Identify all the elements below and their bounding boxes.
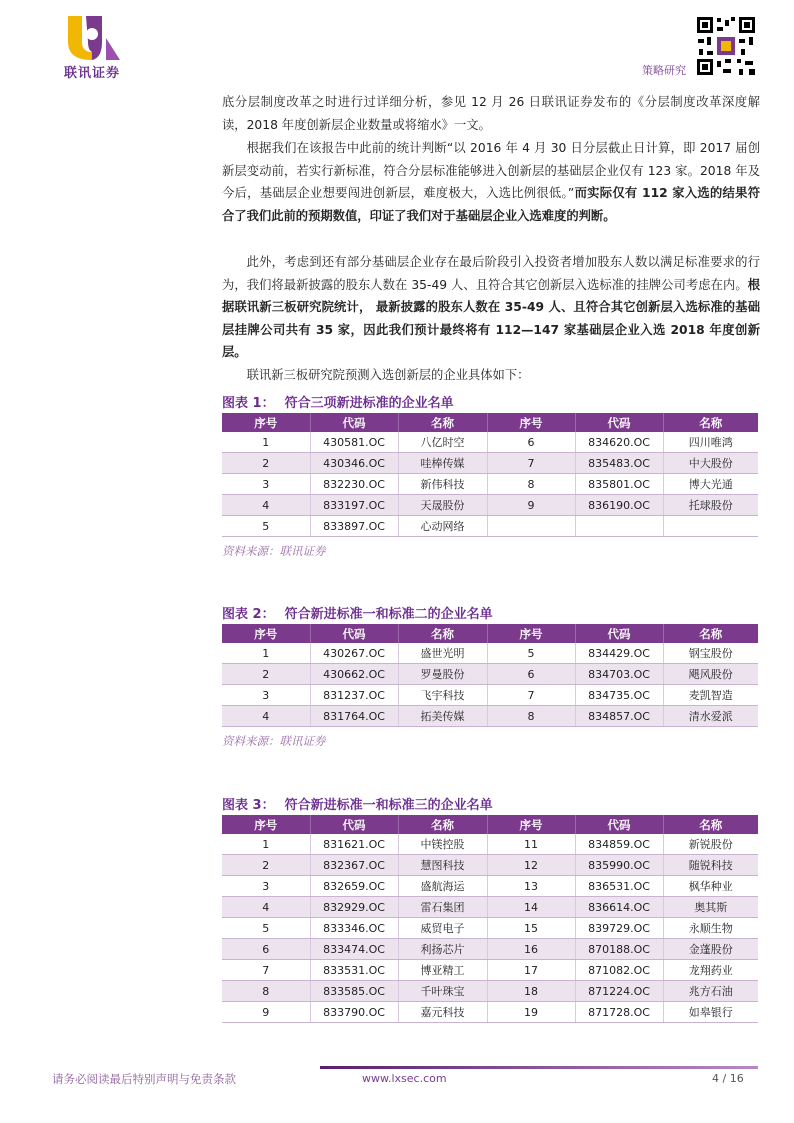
table-row bbox=[222, 706, 758, 727]
index-cell: 8 bbox=[222, 981, 310, 1002]
stock-code-cell: 430581.OC bbox=[310, 432, 398, 453]
company-name-cell: 四川唯鸿 bbox=[663, 432, 758, 453]
table-row bbox=[222, 939, 758, 960]
column-header: 代码 bbox=[310, 413, 398, 432]
table-row bbox=[222, 495, 758, 516]
stock-code-cell: 832367.OC bbox=[310, 855, 398, 876]
stock-code-cell: 836190.OC bbox=[575, 495, 663, 516]
stock-code-cell: 430662.OC bbox=[310, 664, 398, 685]
column-header: 名称 bbox=[398, 624, 487, 643]
index-cell: 4 bbox=[222, 706, 310, 727]
table-row bbox=[222, 876, 758, 897]
table-row bbox=[222, 432, 758, 453]
company-name-cell: 博大光通 bbox=[663, 474, 758, 495]
index-cell: 5 bbox=[487, 643, 575, 664]
footer-url[interactable]: www.lxsec.com bbox=[362, 1072, 447, 1085]
stock-code-cell: 871728.OC bbox=[575, 1002, 663, 1023]
company-name-cell bbox=[663, 516, 758, 537]
company-name-cell: 哇棒传媒 bbox=[398, 453, 487, 474]
paragraph-1: 底分层制度改革之时进行过详细分析，参见 12 月 26 日联讯证券发布的《分层制度改革深度解读，2018 年度创新层企业数量或将缩水》一文。 bbox=[222, 95, 760, 132]
column-header: 序号 bbox=[487, 413, 575, 432]
qr-code-icon bbox=[695, 15, 757, 77]
index-cell: 8 bbox=[487, 706, 575, 727]
stock-code-cell: 839729.OC bbox=[575, 918, 663, 939]
index-cell bbox=[487, 516, 575, 537]
index-cell: 6 bbox=[222, 939, 310, 960]
index-cell: 7 bbox=[222, 960, 310, 981]
table-header-row bbox=[222, 815, 758, 834]
table-row bbox=[222, 643, 758, 664]
stock-code-cell: 835483.OC bbox=[575, 453, 663, 474]
company-name-cell: 八亿时空 bbox=[398, 432, 487, 453]
column-header: 代码 bbox=[575, 624, 663, 643]
stock-code-cell: 831764.OC bbox=[310, 706, 398, 727]
index-cell: 16 bbox=[487, 939, 575, 960]
table-row bbox=[222, 685, 758, 706]
index-cell: 9 bbox=[487, 495, 575, 516]
company-name-cell: 新锐股份 bbox=[663, 834, 758, 855]
stock-code-cell: 833346.OC bbox=[310, 918, 398, 939]
index-cell: 4 bbox=[222, 897, 310, 918]
index-cell: 2 bbox=[222, 453, 310, 474]
company-name-cell: 心动网络 bbox=[398, 516, 487, 537]
index-cell: 3 bbox=[222, 474, 310, 495]
company-name-cell: 如皋银行 bbox=[663, 1002, 758, 1023]
company-name-cell: 慧图科技 bbox=[398, 855, 487, 876]
footer-divider bbox=[320, 1066, 758, 1069]
index-cell: 12 bbox=[487, 855, 575, 876]
stock-code-cell: 834703.OC bbox=[575, 664, 663, 685]
company-name-cell: 龙翔药业 bbox=[663, 960, 758, 981]
table-row bbox=[222, 1002, 758, 1023]
index-cell: 8 bbox=[487, 474, 575, 495]
column-header: 代码 bbox=[310, 815, 398, 834]
footer-disclaimer: 请务必阅读最后特别声明与免责条款 bbox=[52, 1072, 236, 1086]
stock-code-cell: 871224.OC bbox=[575, 981, 663, 1002]
column-header: 序号 bbox=[487, 624, 575, 643]
company-name-cell: 清水爱派 bbox=[663, 706, 758, 727]
table-header-row bbox=[222, 624, 758, 643]
company-name-cell: 钢宝股份 bbox=[663, 643, 758, 664]
index-cell: 17 bbox=[487, 960, 575, 981]
stock-code-cell: 833474.OC bbox=[310, 939, 398, 960]
page-number: 4 / 16 bbox=[712, 1072, 744, 1085]
table-row bbox=[222, 516, 758, 537]
index-cell: 2 bbox=[222, 664, 310, 685]
table-row bbox=[222, 918, 758, 939]
figure-3-label: 图表 3： bbox=[222, 798, 275, 813]
stock-code-cell: 832659.OC bbox=[310, 876, 398, 897]
logo-text: 联讯证券 bbox=[63, 66, 120, 81]
column-header: 序号 bbox=[222, 413, 310, 432]
column-header: 代码 bbox=[575, 413, 663, 432]
company-name-cell: 枫华种业 bbox=[663, 876, 758, 897]
figure-3-title bbox=[222, 794, 493, 813]
stock-code-cell: 832929.OC bbox=[310, 897, 398, 918]
column-header: 序号 bbox=[487, 815, 575, 834]
table-row bbox=[222, 664, 758, 685]
company-name-cell: 托球股份 bbox=[663, 495, 758, 516]
index-cell: 6 bbox=[487, 664, 575, 685]
figure-1-caption: 符合三项新进标准的企业名单 bbox=[284, 396, 454, 411]
company-name-cell: 奥其斯 bbox=[663, 897, 758, 918]
index-cell: 9 bbox=[222, 1002, 310, 1023]
paragraph-3 bbox=[222, 251, 760, 364]
index-cell: 13 bbox=[487, 876, 575, 897]
table-row bbox=[222, 855, 758, 876]
company-name-cell: 麦凯智造 bbox=[663, 685, 758, 706]
paragraph-3-emphasis: 根据联讯新三板研究院统计， 最新披露的股东人数在 35-49 人、且符合其它创新层入选标准的基础层挂牌公司共有 35 家，因此我们预计最终将有 112—147 家基础层企业入选 2018 年度创新层。 bbox=[222, 277, 760, 359]
company-name-cell: 永顺生物 bbox=[663, 918, 758, 939]
paragraph-2 bbox=[222, 137, 760, 227]
stock-code-cell: 833197.OC bbox=[310, 495, 398, 516]
stock-code-cell: 871082.OC bbox=[575, 960, 663, 981]
index-cell: 2 bbox=[222, 855, 310, 876]
stock-code-cell: 835990.OC bbox=[575, 855, 663, 876]
stock-code-cell: 831621.OC bbox=[310, 834, 398, 855]
index-cell: 5 bbox=[222, 516, 310, 537]
table-figure-3 bbox=[222, 815, 758, 1023]
stock-code-cell: 836531.OC bbox=[575, 876, 663, 897]
index-cell: 1 bbox=[222, 432, 310, 453]
index-cell: 4 bbox=[222, 495, 310, 516]
stock-code-cell bbox=[575, 516, 663, 537]
index-cell: 7 bbox=[487, 685, 575, 706]
stock-code-cell: 430267.OC bbox=[310, 643, 398, 664]
figure-1-label: 图表 1： bbox=[222, 396, 275, 411]
company-name-cell: 威贸电子 bbox=[398, 918, 487, 939]
figure-1-title bbox=[222, 392, 454, 411]
index-cell: 11 bbox=[487, 834, 575, 855]
company-name-cell: 中大股份 bbox=[663, 453, 758, 474]
column-header: 序号 bbox=[222, 624, 310, 643]
stock-code-cell: 835801.OC bbox=[575, 474, 663, 495]
column-header: 名称 bbox=[663, 413, 758, 432]
figure-2-title bbox=[222, 603, 493, 622]
figure-2-label: 图表 2： bbox=[222, 607, 275, 622]
company-name-cell: 中镁控股 bbox=[398, 834, 487, 855]
index-cell: 3 bbox=[222, 876, 310, 897]
company-name-cell: 飓风股份 bbox=[663, 664, 758, 685]
stock-code-cell: 834857.OC bbox=[575, 706, 663, 727]
figure-1-source: 资料来源：联讯证券 bbox=[222, 544, 326, 558]
company-name-cell: 天晟股份 bbox=[398, 495, 487, 516]
index-cell: 18 bbox=[487, 981, 575, 1002]
column-header: 代码 bbox=[575, 815, 663, 834]
stock-code-cell: 870188.OC bbox=[575, 939, 663, 960]
column-header: 代码 bbox=[310, 624, 398, 643]
table-row bbox=[222, 897, 758, 918]
index-cell: 1 bbox=[222, 834, 310, 855]
paragraph-2-emphasis: 而实际仅有 112 家入选的结果符合了我们此前的预期数值，印证了我们对于基础层企业入选难度的判断。 bbox=[222, 186, 760, 223]
company-name-cell: 盛航海运 bbox=[398, 876, 487, 897]
stock-code-cell: 833585.OC bbox=[310, 981, 398, 1002]
company-name-cell: 金蓬股份 bbox=[663, 939, 758, 960]
company-name-cell: 拓美传媒 bbox=[398, 706, 487, 727]
figure-2-source: 资料来源：联讯证券 bbox=[222, 734, 326, 748]
table-row bbox=[222, 474, 758, 495]
company-name-cell: 新伟科技 bbox=[398, 474, 487, 495]
index-cell: 3 bbox=[222, 685, 310, 706]
index-cell: 7 bbox=[487, 453, 575, 474]
table-figure-1 bbox=[222, 413, 758, 537]
column-header: 序号 bbox=[222, 815, 310, 834]
section-label: 策略研究 bbox=[642, 64, 686, 77]
company-name-cell: 千叶珠宝 bbox=[398, 981, 487, 1002]
paragraph-2-text: 根据我们在该报告中此前的统计判断“以 2016 年 4 月 30 日分层截止日计算，即 2017 届创新层变动前，若实行新标准，符合分层标准能够进入创新层的基础层企业仅有 123 家。2018 年及今后，基础层企业想要闯进创新层，难度极大，入选比例很低。” bbox=[222, 141, 760, 200]
company-name-cell: 兆方石油 bbox=[663, 981, 758, 1002]
column-header: 名称 bbox=[663, 815, 758, 834]
stock-code-cell: 834429.OC bbox=[575, 643, 663, 664]
table-row bbox=[222, 960, 758, 981]
paragraph-4: 联讯新三板研究院预测入选创新层的企业具体如下： bbox=[246, 368, 530, 382]
stock-code-cell: 833531.OC bbox=[310, 960, 398, 981]
paragraph-3-text: 此外，考虑到还有部分基础层企业存在最后阶段引入投资者增加股东人数以满足标准要求的行为，我们将最新披露的股东人数在 35-49 人、且符合其它创新层入选标准的挂牌公司考虑在内。 bbox=[222, 255, 760, 292]
table-row bbox=[222, 453, 758, 474]
table-figure-2 bbox=[222, 624, 758, 727]
figure-2-caption: 符合新进标准一和标准二的企业名单 bbox=[284, 607, 493, 622]
column-header: 名称 bbox=[398, 815, 487, 834]
stock-code-cell: 430346.OC bbox=[310, 453, 398, 474]
stock-code-cell: 832230.OC bbox=[310, 474, 398, 495]
stock-code-cell: 831237.OC bbox=[310, 685, 398, 706]
stock-code-cell: 833897.OC bbox=[310, 516, 398, 537]
column-header: 名称 bbox=[398, 413, 487, 432]
company-name-cell: 博亚精工 bbox=[398, 960, 487, 981]
index-cell: 14 bbox=[487, 897, 575, 918]
stock-code-cell: 834735.OC bbox=[575, 685, 663, 706]
stock-code-cell: 833790.OC bbox=[310, 1002, 398, 1023]
index-cell: 5 bbox=[222, 918, 310, 939]
company-name-cell: 飞宇科技 bbox=[398, 685, 487, 706]
company-name-cell: 盛世光明 bbox=[398, 643, 487, 664]
index-cell: 19 bbox=[487, 1002, 575, 1023]
column-header: 名称 bbox=[663, 624, 758, 643]
company-name-cell: 罗曼股份 bbox=[398, 664, 487, 685]
index-cell: 15 bbox=[487, 918, 575, 939]
company-name-cell: 雷石集团 bbox=[398, 897, 487, 918]
index-cell: 6 bbox=[487, 432, 575, 453]
figure-3-caption: 符合新进标准一和标准三的企业名单 bbox=[284, 798, 493, 813]
stock-code-cell: 834859.OC bbox=[575, 834, 663, 855]
stock-code-cell: 836614.OC bbox=[575, 897, 663, 918]
company-name-cell: 嘉元科技 bbox=[398, 1002, 487, 1023]
table-row bbox=[222, 981, 758, 1002]
company-name-cell: 利扬芯片 bbox=[398, 939, 487, 960]
company-name-cell: 随锐科技 bbox=[663, 855, 758, 876]
stock-code-cell: 834620.OC bbox=[575, 432, 663, 453]
table-header-row bbox=[222, 413, 758, 432]
table-row bbox=[222, 834, 758, 855]
index-cell: 1 bbox=[222, 643, 310, 664]
